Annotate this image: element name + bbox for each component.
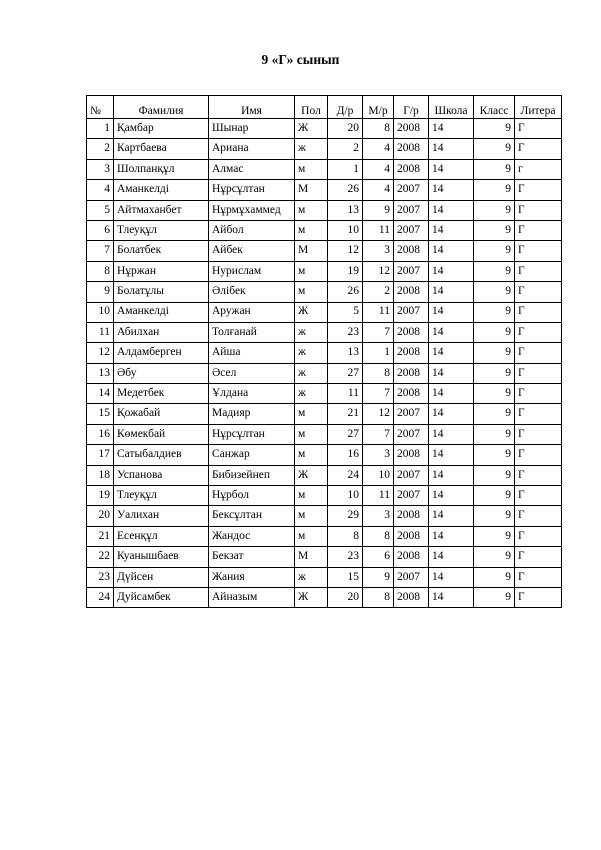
letter-cell: Г [515, 506, 562, 526]
class-cell: 9 [474, 587, 515, 607]
school-cell: 14 [429, 424, 474, 444]
class-cell: 9 [474, 322, 515, 342]
name-cell: Аружан [209, 302, 295, 322]
table-row [87, 220, 562, 240]
surname-cell: Қожабай [114, 404, 209, 424]
birth-day-cell: 2 [328, 139, 363, 159]
birth-year-cell: 2007 [394, 302, 429, 322]
school-cell: 14 [429, 506, 474, 526]
table-row [87, 322, 562, 342]
letter-cell: Г [515, 261, 562, 281]
sex-cell: ж [295, 343, 328, 363]
birth-day-cell: 1 [328, 159, 363, 179]
birth-month-cell: 8 [363, 119, 394, 139]
class-cell: 9 [474, 363, 515, 383]
birth-month-cell: 7 [363, 384, 394, 404]
row-number: 20 [87, 506, 114, 526]
letter-cell: Г [515, 445, 562, 465]
table-row [87, 445, 562, 465]
surname-cell: Қамбар [114, 119, 209, 139]
table-row [87, 302, 562, 322]
name-cell: Бибизейнеп [209, 465, 295, 485]
table-row [87, 200, 562, 220]
table-header-row [87, 96, 562, 119]
row-number: 18 [87, 465, 114, 485]
birth-day-cell: 23 [328, 322, 363, 342]
birth-month-cell: 1 [363, 343, 394, 363]
table-body [87, 119, 562, 608]
name-cell: Бексұлтан [209, 506, 295, 526]
school-cell: 14 [429, 200, 474, 220]
row-number: 14 [87, 384, 114, 404]
school-cell: 14 [429, 445, 474, 465]
birth-month-cell: 3 [363, 241, 394, 261]
letter-cell: Г [515, 547, 562, 567]
class-cell: 9 [474, 404, 515, 424]
sex-cell: м [295, 282, 328, 302]
birth-month-cell: 8 [363, 363, 394, 383]
name-cell: Айша [209, 343, 295, 363]
surname-cell: Картбаева [114, 139, 209, 159]
row-number: 17 [87, 445, 114, 465]
row-number: 21 [87, 526, 114, 546]
sex-cell: ж [295, 322, 328, 342]
class-cell: 9 [474, 486, 515, 506]
school-cell: 14 [429, 322, 474, 342]
birth-day-cell: 29 [328, 506, 363, 526]
table-row [87, 384, 562, 404]
table-row [87, 159, 562, 179]
table-row [87, 119, 562, 139]
surname-cell: Нұржан [114, 261, 209, 281]
birth-month-cell: 6 [363, 547, 394, 567]
birth-year-cell: 2008 [394, 526, 429, 546]
surname-cell: Успанова [114, 465, 209, 485]
surname-cell: Сатыбалдиев [114, 445, 209, 465]
birth-month-cell: 7 [363, 322, 394, 342]
letter-cell: Г [515, 343, 562, 363]
birth-day-cell: 23 [328, 547, 363, 567]
name-cell: Нұрмұхаммед [209, 200, 295, 220]
row-number: 10 [87, 302, 114, 322]
letter-cell: Г [515, 384, 562, 404]
sex-cell: м [295, 445, 328, 465]
school-cell: 14 [429, 302, 474, 322]
name-cell: Нұрсұлтан [209, 424, 295, 444]
header-surname: Фамилия [114, 96, 209, 119]
header-sex: Пол [295, 96, 328, 119]
birth-day-cell: 8 [328, 526, 363, 546]
sex-cell: М [295, 241, 328, 261]
name-cell: Жания [209, 567, 295, 587]
table-row [87, 261, 562, 281]
class-cell: 9 [474, 241, 515, 261]
birth-day-cell: 11 [328, 384, 363, 404]
class-cell: 9 [474, 547, 515, 567]
row-number: 6 [87, 220, 114, 240]
letter-cell: Г [515, 180, 562, 200]
school-cell: 14 [429, 220, 474, 240]
class-cell: 9 [474, 526, 515, 546]
class-cell: 9 [474, 180, 515, 200]
row-number: 16 [87, 424, 114, 444]
birth-year-cell: 2007 [394, 465, 429, 485]
birth-day-cell: 24 [328, 465, 363, 485]
birth-year-cell: 2008 [394, 159, 429, 179]
table-row [87, 404, 562, 424]
class-cell: 9 [474, 567, 515, 587]
birth-month-cell: 12 [363, 261, 394, 281]
birth-year-cell: 2008 [394, 241, 429, 261]
birth-day-cell: 26 [328, 180, 363, 200]
table-row [87, 363, 562, 383]
letter-cell: Г [515, 567, 562, 587]
birth-day-cell: 19 [328, 261, 363, 281]
birth-day-cell: 5 [328, 302, 363, 322]
birth-day-cell: 10 [328, 220, 363, 240]
letter-cell: Г [515, 465, 562, 485]
row-number: 15 [87, 404, 114, 424]
class-cell: 9 [474, 506, 515, 526]
school-cell: 14 [429, 547, 474, 567]
birth-month-cell: 9 [363, 567, 394, 587]
school-cell: 14 [429, 384, 474, 404]
sex-cell: ж [295, 567, 328, 587]
birth-month-cell: 11 [363, 220, 394, 240]
school-cell: 14 [429, 587, 474, 607]
school-cell: 14 [429, 241, 474, 261]
birth-day-cell: 13 [328, 343, 363, 363]
school-cell: 14 [429, 343, 474, 363]
table-row [87, 486, 562, 506]
name-cell: Айбол [209, 220, 295, 240]
sex-cell: м [295, 404, 328, 424]
school-cell: 14 [429, 139, 474, 159]
school-cell: 14 [429, 261, 474, 281]
header-year: Г/р [394, 96, 429, 119]
birth-year-cell: 2008 [394, 282, 429, 302]
birth-month-cell: 11 [363, 302, 394, 322]
header-number: № [87, 96, 114, 119]
name-cell: Нұрбол [209, 486, 295, 506]
table-row [87, 506, 562, 526]
row-number: 1 [87, 119, 114, 139]
class-cell: 9 [474, 424, 515, 444]
birth-year-cell: 2008 [394, 506, 429, 526]
name-cell: Ұлдана [209, 384, 295, 404]
row-number: 11 [87, 322, 114, 342]
school-cell: 14 [429, 159, 474, 179]
birth-day-cell: 12 [328, 241, 363, 261]
table-row [87, 587, 562, 607]
name-cell: Әлібек [209, 282, 295, 302]
birth-year-cell: 2008 [394, 445, 429, 465]
name-cell: Нұрсұлтан [209, 180, 295, 200]
birth-year-cell: 2007 [394, 424, 429, 444]
sex-cell: м [295, 526, 328, 546]
birth-year-cell: 2007 [394, 220, 429, 240]
header-school: Школа [429, 96, 474, 119]
name-cell: Айназым [209, 587, 295, 607]
letter-cell: Г [515, 486, 562, 506]
birth-year-cell: 2007 [394, 404, 429, 424]
surname-cell: Дүйсен [114, 567, 209, 587]
letter-cell: Г [515, 302, 562, 322]
surname-cell: Шолпанқұл [114, 159, 209, 179]
letter-cell: Г [515, 241, 562, 261]
sex-cell: Ж [295, 465, 328, 485]
school-cell: 14 [429, 526, 474, 546]
birth-year-cell: 2008 [394, 119, 429, 139]
sex-cell: м [295, 220, 328, 240]
birth-month-cell: 4 [363, 139, 394, 159]
surname-cell: Абилхан [114, 322, 209, 342]
sex-cell: Ж [295, 119, 328, 139]
row-number: 8 [87, 261, 114, 281]
sex-cell: м [295, 486, 328, 506]
letter-cell: Г [515, 200, 562, 220]
birth-day-cell: 13 [328, 200, 363, 220]
birth-year-cell: 2007 [394, 486, 429, 506]
row-number: 19 [87, 486, 114, 506]
class-cell: 9 [474, 343, 515, 363]
sex-cell: м [295, 200, 328, 220]
name-cell: Айбек [209, 241, 295, 261]
letter-cell: г [515, 159, 562, 179]
letter-cell: Г [515, 139, 562, 159]
row-number: 22 [87, 547, 114, 567]
birth-month-cell: 4 [363, 180, 394, 200]
birth-day-cell: 16 [328, 445, 363, 465]
row-number: 7 [87, 241, 114, 261]
table-row [87, 180, 562, 200]
surname-cell: Болатбек [114, 241, 209, 261]
header-class: Класс [474, 96, 515, 119]
surname-cell: Болатұлы [114, 282, 209, 302]
page-title: 9 «Г» сынып [261, 52, 340, 67]
birth-day-cell: 10 [328, 486, 363, 506]
name-cell: Санжар [209, 445, 295, 465]
class-cell: 9 [474, 220, 515, 240]
sex-cell: Ж [295, 302, 328, 322]
class-cell: 9 [474, 445, 515, 465]
birth-month-cell: 8 [363, 587, 394, 607]
birth-month-cell: 8 [363, 526, 394, 546]
header-name: Имя [209, 96, 295, 119]
class-cell: 9 [474, 159, 515, 179]
name-cell: Әсел [209, 363, 295, 383]
sex-cell: м [295, 424, 328, 444]
birth-year-cell: 2008 [394, 322, 429, 342]
name-cell: Толғанай [209, 322, 295, 342]
row-number: 23 [87, 567, 114, 587]
birth-year-cell: 2007 [394, 567, 429, 587]
sex-cell: М [295, 180, 328, 200]
birth-year-cell: 2008 [394, 139, 429, 159]
sex-cell: ж [295, 384, 328, 404]
sex-cell: м [295, 506, 328, 526]
letter-cell: Г [515, 322, 562, 342]
surname-cell: Дуйсамбек [114, 587, 209, 607]
name-cell: Нурислам [209, 261, 295, 281]
letter-cell: Г [515, 220, 562, 240]
class-cell: 9 [474, 302, 515, 322]
row-number: 13 [87, 363, 114, 383]
birth-month-cell: 3 [363, 506, 394, 526]
school-cell: 14 [429, 363, 474, 383]
class-cell: 9 [474, 139, 515, 159]
class-cell: 9 [474, 261, 515, 281]
row-number: 12 [87, 343, 114, 363]
table-row [87, 139, 562, 159]
row-number: 5 [87, 200, 114, 220]
surname-cell: Тлеуқұл [114, 220, 209, 240]
surname-cell: Медетбек [114, 384, 209, 404]
class-cell: 9 [474, 465, 515, 485]
sex-cell: М [295, 547, 328, 567]
row-number: 3 [87, 159, 114, 179]
table-row [87, 282, 562, 302]
birth-day-cell: 27 [328, 424, 363, 444]
surname-cell: Айтмаханбет [114, 200, 209, 220]
letter-cell: Г [515, 404, 562, 424]
class-cell: 9 [474, 384, 515, 404]
table-row [87, 343, 562, 363]
birth-month-cell: 4 [363, 159, 394, 179]
birth-day-cell: 20 [328, 587, 363, 607]
school-cell: 14 [429, 119, 474, 139]
name-cell: Ариана [209, 139, 295, 159]
surname-cell: Көмекбай [114, 424, 209, 444]
surname-cell: Аманкелді [114, 302, 209, 322]
birth-year-cell: 2007 [394, 261, 429, 281]
table-row [87, 567, 562, 587]
class-cell: 9 [474, 282, 515, 302]
birth-year-cell: 2007 [394, 180, 429, 200]
birth-day-cell: 15 [328, 567, 363, 587]
letter-cell: Г [515, 587, 562, 607]
school-cell: 14 [429, 404, 474, 424]
birth-year-cell: 2007 [394, 200, 429, 220]
name-cell: Бекзат [209, 547, 295, 567]
surname-cell: Есенқұл [114, 526, 209, 546]
school-cell: 14 [429, 465, 474, 485]
school-cell: 14 [429, 486, 474, 506]
birth-year-cell: 2008 [394, 343, 429, 363]
name-cell: Мадияр [209, 404, 295, 424]
surname-cell: Уалихан [114, 506, 209, 526]
name-cell: Шынар [209, 119, 295, 139]
birth-month-cell: 7 [363, 424, 394, 444]
student-table [86, 95, 562, 608]
birth-day-cell: 27 [328, 363, 363, 383]
header-day: Д/р [328, 96, 363, 119]
surname-cell: Әбу [114, 363, 209, 383]
sex-cell: м [295, 159, 328, 179]
letter-cell: Г [515, 282, 562, 302]
school-cell: 14 [429, 567, 474, 587]
surname-cell: Аманкелді [114, 180, 209, 200]
surname-cell: Алдамберген [114, 343, 209, 363]
birth-year-cell: 2008 [394, 587, 429, 607]
table-row [87, 465, 562, 485]
sex-cell: м [295, 261, 328, 281]
birth-day-cell: 20 [328, 119, 363, 139]
birth-month-cell: 9 [363, 200, 394, 220]
row-number: 4 [87, 180, 114, 200]
letter-cell: Г [515, 526, 562, 546]
birth-year-cell: 2008 [394, 547, 429, 567]
sex-cell: ж [295, 139, 328, 159]
birth-month-cell: 3 [363, 445, 394, 465]
letter-cell: Г [515, 424, 562, 444]
birth-month-cell: 10 [363, 465, 394, 485]
name-cell: Алмас [209, 159, 295, 179]
letter-cell: Г [515, 363, 562, 383]
birth-year-cell: 2008 [394, 363, 429, 383]
school-cell: 14 [429, 180, 474, 200]
table-row [87, 241, 562, 261]
name-cell: Жандос [209, 526, 295, 546]
table-row [87, 547, 562, 567]
birth-day-cell: 21 [328, 404, 363, 424]
table-row [87, 424, 562, 444]
row-number: 24 [87, 587, 114, 607]
surname-cell: Тлеуқұл [114, 486, 209, 506]
header-month: М/р [363, 96, 394, 119]
table-row [87, 526, 562, 546]
birth-month-cell: 11 [363, 486, 394, 506]
class-cell: 9 [474, 200, 515, 220]
sex-cell: ж [295, 363, 328, 383]
school-cell: 14 [429, 282, 474, 302]
letter-cell: Г [515, 119, 562, 139]
class-cell: 9 [474, 119, 515, 139]
birth-month-cell: 2 [363, 282, 394, 302]
birth-month-cell: 12 [363, 404, 394, 424]
row-number: 2 [87, 139, 114, 159]
birth-day-cell: 26 [328, 282, 363, 302]
sex-cell: Ж [295, 587, 328, 607]
surname-cell: Куанышбаев [114, 547, 209, 567]
birth-year-cell: 2008 [394, 384, 429, 404]
header-letter: Литера [515, 96, 562, 119]
row-number: 9 [87, 282, 114, 302]
